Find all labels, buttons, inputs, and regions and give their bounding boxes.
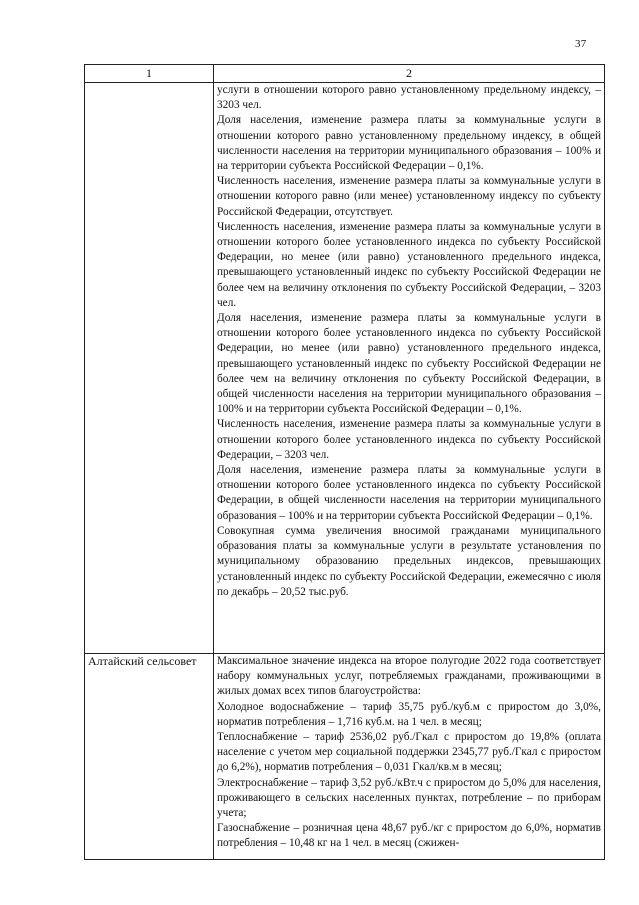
description-cell xyxy=(214,654,605,860)
paragraph: Совокупная сумма увеличения вносимой гражданами муниципального образования платы за коммунальные услуги в результате установления по муниципальному образованию предельных индексов, превышающих установленный индекс по субъекту Российской Федерации, ежемесячно с июля по декабрь – 20,52 тыс.руб. xyxy=(217,524,601,598)
data-table xyxy=(84,64,605,860)
table-row xyxy=(85,654,605,860)
paragraph: Максимальное значение индекса на второе полугодие 2022 года соответствует набору коммунальных услуг, потребляемых гражданами, проживающими в жилых домах всех типов благоустройства: xyxy=(217,655,601,698)
paragraph: Численность населения, изменение размера платы за коммунальные услуги в отношении которого более установленного индекса по субъекту Российской Федерации, но менее (или равно) установленного предельного индекса, превышающего установленный индекс по субъекту Российской Федерации не более чем на величину отклонения по субъекту Российской Федерации, – 3203 чел. xyxy=(217,220,601,309)
column-header-2: 2 xyxy=(214,65,605,83)
paragraph: Доля населения, изменение размера платы за коммунальные услуги в отношении которого более установленного индекса по субъекту Российской Федерации, но менее (или равно) установленного предельного индекса, превышающего установленный индекс по субъекту Российской Федерации не более чем на величину отклонения по субъекту Российской Федерации, в общей численности населения на территории муниципального образования – 100% и на территории субъекта Российской Федерации – 0,1%. xyxy=(217,312,601,416)
page-number: 37 xyxy=(575,38,587,50)
paragraph: Численность населения, изменение размера платы за коммунальные услуги в отношении которого равно (или менее) установленному индексу по субъекту Российской Федерации, отсутствует. xyxy=(217,175,601,218)
paragraph: Доля населения, изменение размера платы за коммунальные услуги в отношении которого равно установленному предельному индексу, в общей численности населения на территории муниципального образования – 100% и на территории субъекта Российской Федерации – 0,1%. xyxy=(217,114,601,173)
paragraph: Газоснабжение – розничная цена 48,67 руб./кг с приростом до 6,0%, норматив потребления – 10,48 кг на 1 чел. в месяц (сжижен- xyxy=(217,822,601,850)
municipality-cell xyxy=(85,83,214,654)
paragraph: Численность населения, изменение размера платы за коммунальные услуги в отношении которого более установленного индекса по субъекту Российской Федерации, – 3203 чел. xyxy=(217,418,601,461)
municipality-cell: Алтайский сельсовет xyxy=(85,654,214,860)
table-row xyxy=(85,83,605,654)
description-cell xyxy=(214,83,605,654)
paragraph: Холодное водоснабжение – тариф 35,75 руб./куб.м с приростом до 3,0%, норматив потребления – 1,716 куб.м. на 1 чел. в месяц; xyxy=(217,700,601,728)
paragraph: Электроснабжение – тариф 3,52 руб./кВт.ч с приростом до 5,0% для населения, проживающего в сельских населенных пунктах, потребление – по приборам учета; xyxy=(217,776,601,820)
column-header-1: 1 xyxy=(85,65,214,83)
paragraph: Теплоснабжение – тариф 2536,02 руб./Гкал с приростом до 19,8% (оплата население с учетом мер социальной поддержки 2345,77 руб./Гкал с приростом до 6,2%), норматив потребления – 0,031 Гкал/кв.м в месяц; xyxy=(217,731,601,774)
paragraph: услуги в отношении которого равно установленному предельному индексу, – 3203 чел. xyxy=(217,84,601,112)
table-header-row xyxy=(85,65,605,83)
paragraph: Доля населения, изменение размера платы за коммунальные услуги в отношении которого более установленного индекса по субъекту Российской Федерации, в общей численности населения на территории муниципального образования – 100% и на территории субъекта Российской Федерации – 0,1%. xyxy=(217,464,601,522)
